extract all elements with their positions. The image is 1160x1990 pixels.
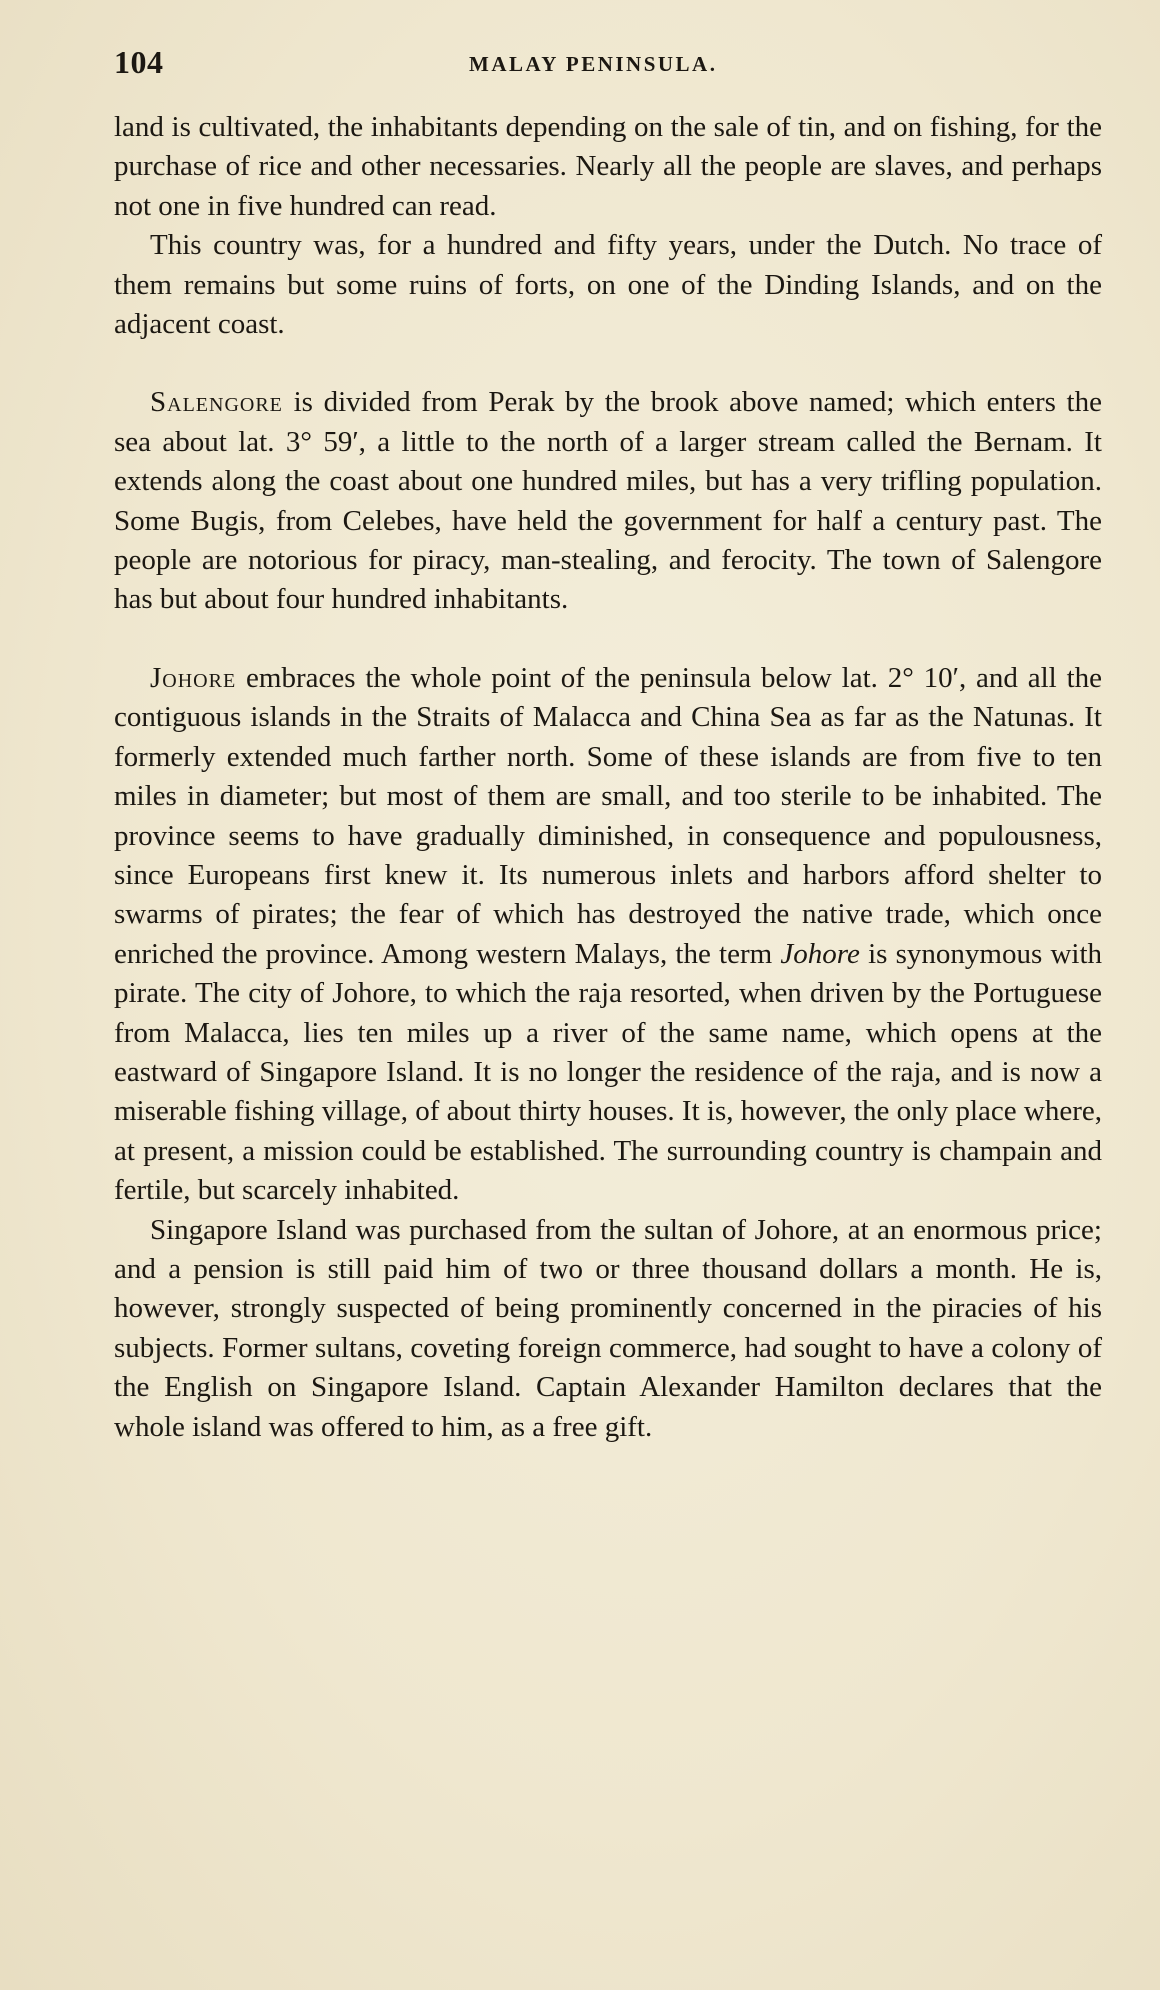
running-title: MALAY PENINSULA.: [469, 52, 718, 76]
paragraph-dutch-history: [114, 226, 1102, 344]
paragraph-text: Singapore Island was purchased from the sultan of Johore, at an enormous price; and a pension is still paid him of two or three thousand dollars a month. He is, however, strongly suspected of being prominently concerned in the piracies of his subjects. Former sultans, coveting foreign commerce, had sought to have a colony of the English on Singapore Island. Captain Alexander Hamilton declares that the whole island was offered to him, as a free gift.: [114, 1213, 1102, 1443]
paragraph-text: is synonymous with pirate. The city of Johore, to which the raja resorted, when driven by the Portuguese from Malacca, lies ten miles up a river of the same name, which opens at the eastward of Singapore Island. It is no longer the residence of the raja, and is now a miserable fishing village, of about thirty houses. It is, however, the only place where, at present, a mission could be established. The surrounding country is champain and fertile, but scarcely inhabited.: [114, 937, 1103, 1207]
paragraph-text: land is cultivated, the inhabitants depending on the sale of tin, and on fishing, for the purchase of rice and other necessaries. Nearly all the people are slaves, and perhaps not one in five hundred can read.: [114, 111, 1102, 222]
italic-term: Johore: [780, 937, 860, 970]
body-text: [114, 108, 1102, 1447]
paragraph-continuation: [114, 108, 1102, 226]
running-head: [114, 44, 1034, 84]
paragraph-text: This country was, for a hundred and fifty years, under the Dutch. No trace of them remains but some ruins of forts, on one of the Dinding Islands, and on the adjacent coast.: [114, 229, 1102, 341]
paragraph-singapore: [114, 1211, 1102, 1447]
section-lead-johore: Johore: [150, 661, 237, 694]
paragraph-salengore: [114, 383, 1102, 619]
page-number: 104: [114, 44, 164, 80]
paragraph-text: embraces the whole point of the peninsula below lat. 2° 10′, and all the contiguous islands in the Straits of Malacca and China Sea as far as the Natunas. It formerly extended much farther north. Some of these islands are from five to ten miles in diameter; but most of them are small, and too sterile to be inhabited. The province seems to have gradually diminished, in consequence and populousness, since Europeans first knew it. Its numerous inlets and harbors afford shelter to swarms of pirates; the fear of which has destroyed the native trade, which once enriched the province. Among western Malays, the term: [114, 661, 1102, 970]
section-lead-salengore: Salengore: [150, 386, 283, 419]
paragraph-johore: [114, 659, 1102, 1211]
paragraph-text: is divided from Perak by the brook above named; which enters the sea about lat. 3° 59′, a little to the north of a larger stream called the Bernam. It extends along the coast about one hundred miles, but has a very trifling population. Some Bugis, from Celebes, have held the government for half a century past. The people are notorious for piracy, man-stealing, and ferocity. The town of Salengore has but about four hundred inhabitants.: [114, 386, 1102, 616]
